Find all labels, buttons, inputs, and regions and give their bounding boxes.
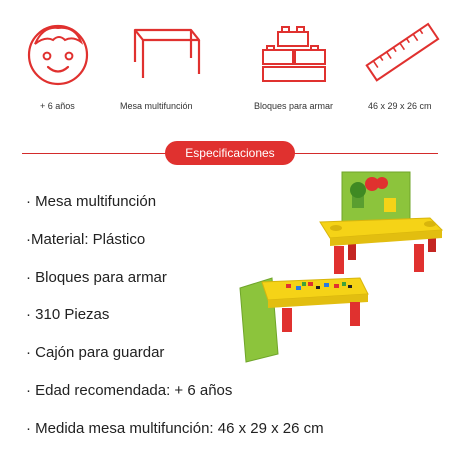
feature-size [358,18,448,88]
section-title-badge: Especificaciones [165,141,295,165]
spec-item: · 310 Piezas [26,306,110,324]
product-table-upright-image [312,168,448,278]
building-blocks-icon [248,18,338,88]
feature-age-label: + 6 años [40,101,75,111]
child-face-icon [13,18,103,88]
feature-age [13,18,103,88]
spec-item: · Edad recomendada: + 6 años [26,381,233,399]
feature-table [121,18,211,88]
spec-item: · Mesa multifunción [26,193,157,210]
table-icon [121,18,211,88]
ruler-icon [358,18,448,88]
spec-item: · Cajón para guardar [26,344,165,362]
spec-item: · Bloques para armar [26,268,167,286]
spec-item: ·Material: Plástico [26,230,146,248]
spec-item: · Medida mesa multifunción: 46 x 29 x 26 cm [26,419,324,437]
feature-table-label: Mesa multifunción [120,101,193,111]
feature-blocks [248,18,338,88]
feature-size-label: 46 x 29 x 26 cm [368,101,432,111]
product-table-open-image [238,272,372,364]
feature-blocks-label: Bloques para armar [254,101,334,111]
